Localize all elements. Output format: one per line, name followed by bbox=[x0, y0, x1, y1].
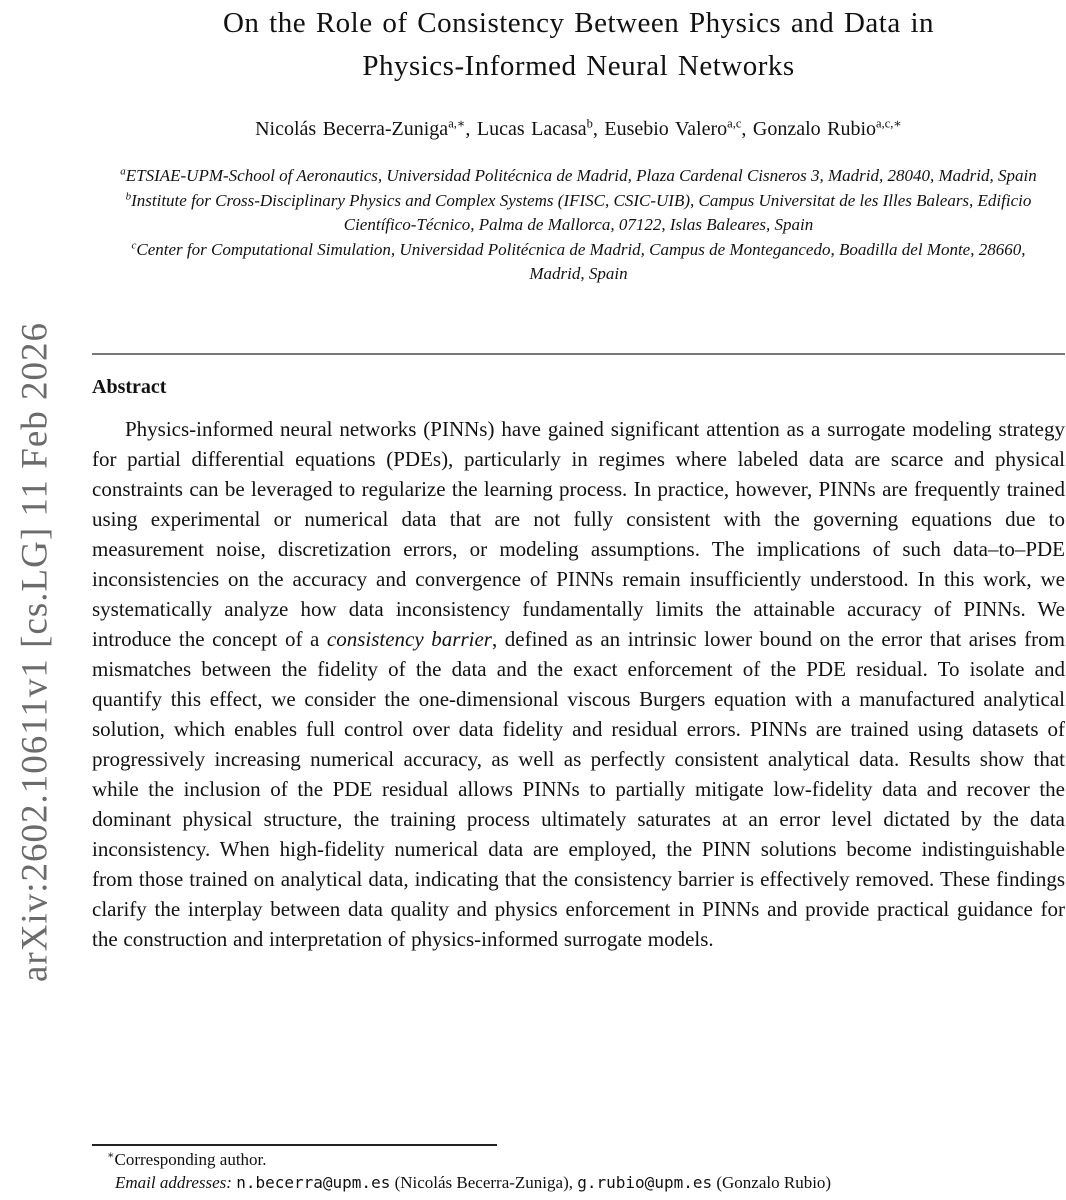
email-address[interactable]: n.becerra@upm.es bbox=[236, 1173, 391, 1192]
author-superscript: b bbox=[586, 116, 593, 131]
abstract-text-part2: , defined as an intrinsic lower bound on the error that arises from mismatches between the fidelity of the data and the exact enforcement of the PDE residual. To isolate and quantify this effect, we consider the one-dimensional viscous Burgers equation with a manufactured analytical solution, which enables full control over data fidelity and residual errors. PINNs are trained using datasets of progressively increasing numerical accuracy, as well as perfectly consistent analytical data. Results show that while the inclusion of the PDE residual allows PINNs to partially mitigate low-fidelity data and recover the dominant physical structure, the training process ultimately saturates at an error level dictated by the data inconsistency. When high-fidelity numerical data are employed, the PINN solutions become indistinguishable from those trained on analytical data, indicating that the consistency barrier is effectively removed. These findings clarify the interplay between data quality and physics enforcement in PINNs and provide practical guidance for the construction and interpretation of physics-informed surrogate models. bbox=[92, 626, 1065, 951]
author-superscript: a,∗ bbox=[448, 116, 466, 131]
arxiv-watermark: arXiv:2602.10611v1 [cs.LG] 11 Feb 2026 bbox=[14, 321, 56, 983]
abstract-top-rule bbox=[92, 353, 1065, 355]
affiliation: $^c$Center for Computational Simulation, Universidad Politécnica de Madrid, Campus de Montegancedo, Boadilla del Monte, 28660, Madrid, Spain bbox=[131, 238, 1026, 283]
corresponding-author-note bbox=[92, 1150, 1065, 1170]
affiliation: $^b$Institute for Cross-Disciplinary Physics and Complex Systems (IFISC, CSIC-UIB), Campus Universitat de les Illes Balears, Edificio Científico-Técnico, Palma de Mallorca, 07122, Islas Baleares, Spain bbox=[125, 189, 1032, 234]
footnote-marker: ∗ bbox=[107, 1149, 115, 1162]
author-list: Nicolás Becerra-Zuniga$^{a,∗}$, Lucas Lacasa$^b$, Eusebio Valero$^{a,c}$, Gonzalo Rubio$^{a,c,∗}$ bbox=[255, 116, 902, 140]
email-holder-name: (Gonzalo Rubio) bbox=[712, 1173, 832, 1192]
corresponding-author-text: Corresponding author. bbox=[114, 1150, 267, 1169]
abstract-text bbox=[92, 414, 1065, 954]
author-superscript: a,c bbox=[727, 116, 742, 131]
author-superscript: a,c,∗ bbox=[876, 116, 902, 131]
paper-title-line1: On the Role of Consistency Between Physics and Data in bbox=[222, 7, 935, 39]
affiliation: $^a$ETSIAE-UPM-School of Aeronautics, Universidad Politécnica de Madrid, Plaza Cardenal Cisneros 3, Madrid, 28040, Madrid, Spain bbox=[120, 165, 1037, 185]
abstract-text-part1: Physics-informed neural networks (PINNs) have gained significant attention as a surrogate modeling strategy for partial differential equations (PDEs), particularly in regimes where labeled data are scarce and physical constraints can be leveraged to regularize the learning process. In practice, however, PINNs are frequently trained using experimental or numerical data that are not fully consistent with the governing equations due to measurement noise, discretization errors, or modeling assumptions. The implications of such data–to–PDE inconsistencies on the accuracy and convergence of PINNs remain insufficiently understood. In this work, we systematically analyze how data inconsistency fundamentally limits the attainable accuracy of PINNs. We introduce the concept of a bbox=[92, 416, 1065, 651]
email-address[interactable]: g.rubio@upm.es bbox=[577, 1173, 713, 1192]
abstract-italic-phrase: consistency barrier bbox=[326, 626, 492, 651]
author-name: Nicolás Becerra-Zuniga$^{a,∗}$ bbox=[255, 116, 466, 140]
author-name: Gonzalo Rubio$^{a,c,∗}$ bbox=[752, 116, 902, 140]
affiliation-superscript: c bbox=[131, 238, 137, 251]
email-holder-name: (Nicolás Becerra-Zuniga), bbox=[390, 1173, 578, 1192]
author-name: Lucas Lacasa$^b$ bbox=[476, 116, 593, 140]
affiliation-list bbox=[104, 164, 1054, 287]
paper-first-page bbox=[92, 0, 1065, 1192]
abstract-heading: Abstract bbox=[92, 375, 167, 398]
affiliation-superscript: b bbox=[125, 189, 132, 202]
email-label: Email addresses: bbox=[115, 1173, 232, 1192]
email-addresses-line bbox=[92, 1173, 1065, 1193]
author-name: Eusebio Valero$^{a,c}$ bbox=[604, 116, 742, 140]
affiliation-superscript: a bbox=[120, 165, 126, 178]
footnote-rule bbox=[92, 1144, 497, 1146]
footnote-block bbox=[92, 1144, 1065, 1193]
paper-title bbox=[92, 2, 1065, 88]
paper-title-line2: Physics-Informed Neural Networks bbox=[362, 50, 795, 82]
